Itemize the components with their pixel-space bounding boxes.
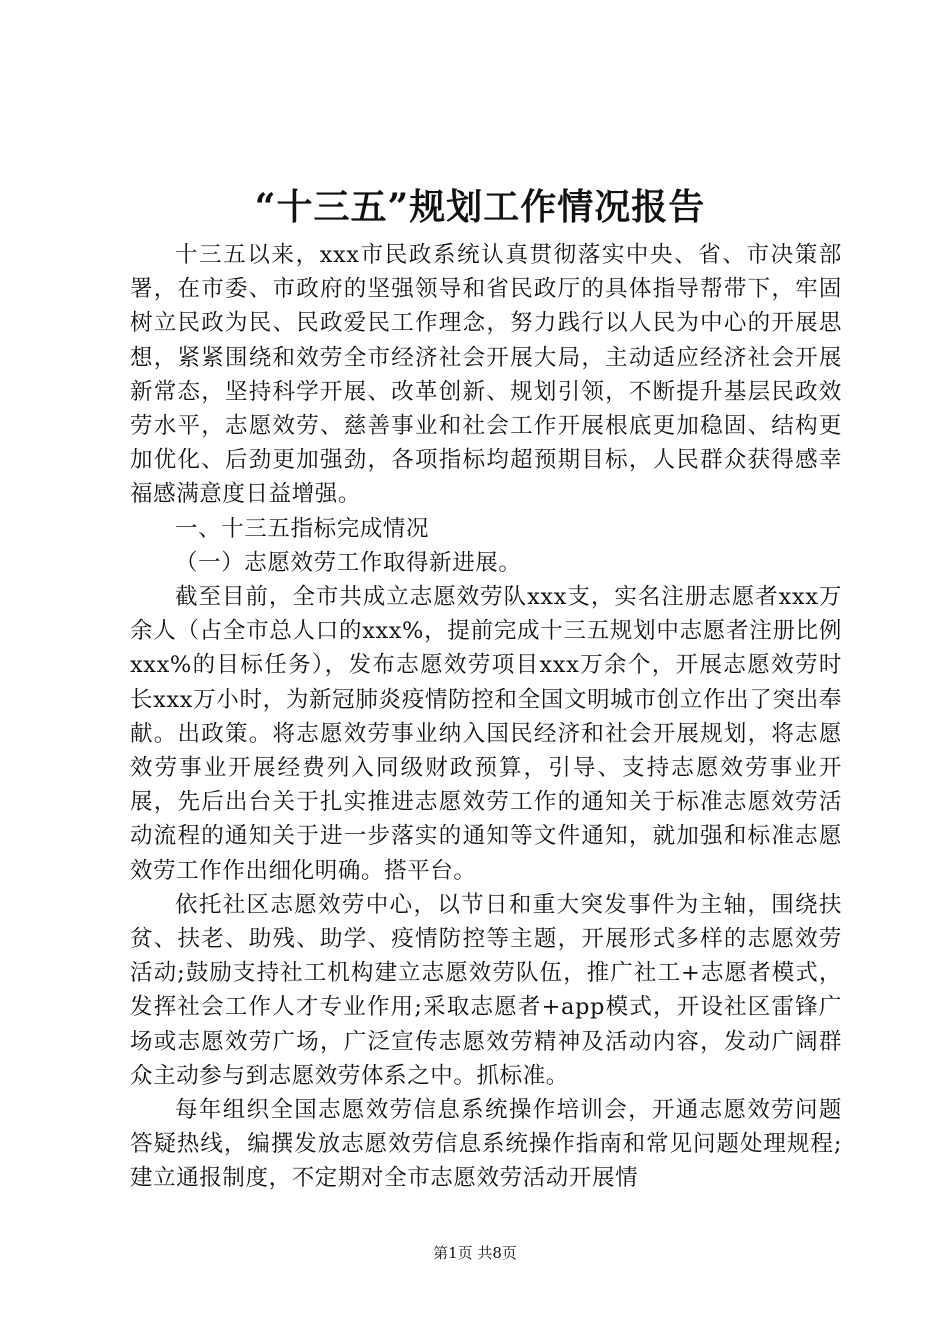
paragraph-intro: 十三五以来，xxx市民政系统认真贯彻落实中央、省、市决策部署，在市委、市政府的坚强领导和省民政厅的具体指导帮带下，牢固树立民政为民、民政爱民工作理念，努力践行以人民为中心的开展思想，紧紧围绕和效劳全市经济社会开展大局，主动适应经济社会开展新常态，坚持科学开展、改革创新、规划引领，不断提升基层民政效劳水平，志愿效劳、慈善事业和社会工作开展根底更加稳固、结构更加优化、后劲更加强劲，各项指标均超预期目标，人民群众获得感幸福感满意度日益增强。 bbox=[130, 242, 842, 508]
paragraph-platform: 依托社区志愿效劳中心，以节日和重大突发事件为主轴，围绕扶贫、扶老、助残、助学、疫情防控等主题，开展形式多样的志愿效劳活动;鼓励支持社工机构建立志愿效劳队伍，推广社工+志愿者模式，发挥社会工作人才专业作用;采取志愿者+app模式，开设社区雷锋广场或志愿效劳广场，广泛宣传志愿效劳精神及活动内容，发动广阔群众主动参与到志愿效劳体系之中。抓标准。 bbox=[130, 891, 842, 1089]
document-title: “十三五”规划工作情况报告 bbox=[254, 186, 706, 228]
document-body bbox=[130, 238, 842, 1196]
paragraph-standards: 每年组织全国志愿效劳信息系统操作培训会，开通志愿效劳问题答疑热线，编撰发放志愿效劳信息系统操作指南和常见问题处理规程;建立通报制度，不定期对全市志愿效劳活动开展情 bbox=[130, 1097, 842, 1192]
page-footer: 第1页 共8页 bbox=[433, 1244, 517, 1262]
paragraph-volunteer-stats: 截至目前，全市共成立志愿效劳队xxx支，实名注册志愿者xxx万余人（占全市总人口的xxx%，提前完成十三五规划中志愿者注册比例xxx%的目标任务），发布志愿效劳项目xxx万余个，开展志愿效劳时长xxx万小时，为新冠肺炎疫情防控和全国文明城市创立作出了突出奉献。出政策。将志愿效劳事业纳入国民经济和社会开展规划，将志愿效劳事业开展经费列入同级财政预算，引导、支持志愿效劳事业开展，先后出台关于扎实推进志愿效劳工作的通知关于标准志愿效劳活动流程的通知关于进一步落实的通知等文件通知，就加强和标准志愿效劳工作作出细化明确。搭平台。 bbox=[130, 584, 842, 884]
section-heading: 一、十三五指标完成情况 bbox=[175, 515, 430, 542]
subsection-heading: （一）志愿效劳工作取得新进展。 bbox=[175, 549, 522, 576]
